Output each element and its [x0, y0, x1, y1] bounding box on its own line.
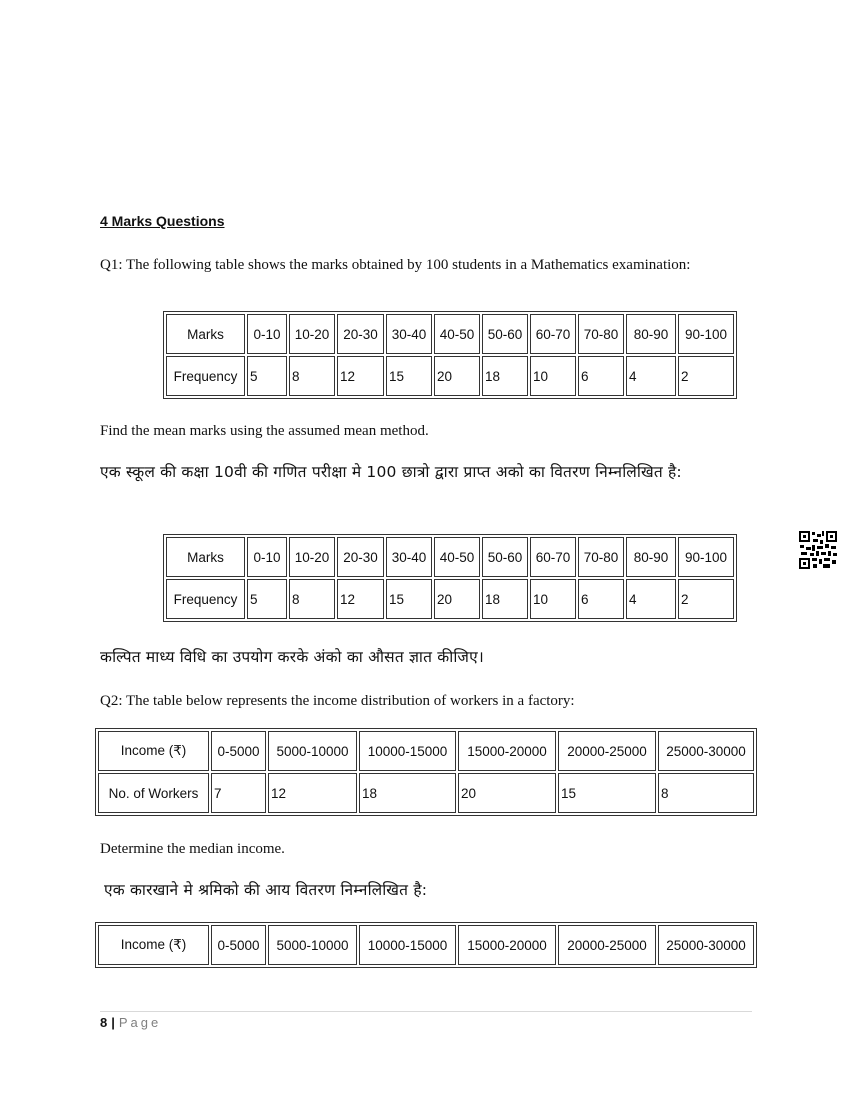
- class-interval-cell: 25000-30000: [658, 731, 754, 771]
- class-interval-cell: 80-90: [626, 537, 676, 577]
- section-heading: 4 Marks Questions: [100, 213, 225, 229]
- class-interval-cell: 10000-15000: [359, 731, 456, 771]
- class-interval-cell: 70-80: [578, 314, 624, 354]
- q2-hindi-text: एक कारखाने मे श्रमिको की आय वितरण निम्नलिखित है:: [104, 881, 428, 899]
- q1-text: Q1: The following table shows the marks obtained by 100 students in a Mathematics examination:: [100, 257, 691, 273]
- class-interval-cell: 25000-30000: [658, 925, 754, 965]
- value-cell: 12: [268, 773, 357, 813]
- value-cell: 12: [337, 579, 384, 619]
- row-label-cell: Income (₹): [98, 731, 209, 771]
- table-header-row: [166, 537, 734, 577]
- class-interval-cell: 30-40: [386, 314, 432, 354]
- q1-hindi-instruction: कल्पित माध्य विधि का उपयोग करके अंको का औसत ज्ञात कीजिए।: [100, 648, 484, 666]
- class-interval-cell: 20000-25000: [558, 731, 656, 771]
- class-interval-cell: 90-100: [678, 537, 734, 577]
- value-cell: 15: [386, 356, 432, 396]
- class-interval-cell: 50-60: [482, 537, 528, 577]
- table-header-row: [98, 731, 754, 771]
- class-interval-cell: 60-70: [530, 537, 576, 577]
- page-footer: [100, 1015, 161, 1030]
- class-interval-cell: 20000-25000: [558, 925, 656, 965]
- class-interval-cell: 10-20: [289, 537, 335, 577]
- class-interval-cell: 0-5000: [211, 925, 266, 965]
- class-interval-cell: 5000-10000: [268, 925, 357, 965]
- footer-divider: [100, 1011, 752, 1012]
- class-interval-cell: 0-10: [247, 314, 287, 354]
- class-interval-cell: 5000-10000: [268, 731, 357, 771]
- row-label-cell: Frequency: [166, 356, 245, 396]
- value-cell: 18: [359, 773, 456, 813]
- value-cell: 2: [678, 356, 734, 396]
- value-cell: 7: [211, 773, 266, 813]
- row-label-cell: Marks: [166, 537, 245, 577]
- table-header-row: [166, 314, 734, 354]
- value-cell: 20: [434, 356, 480, 396]
- row-label-cell: Income (₹): [98, 925, 209, 965]
- value-cell: 2: [678, 579, 734, 619]
- value-cell: 10: [530, 579, 576, 619]
- row-label-cell: Marks: [166, 314, 245, 354]
- value-cell: 20: [434, 579, 480, 619]
- value-cell: 6: [578, 356, 624, 396]
- page-label: Page: [118, 1015, 162, 1030]
- class-interval-cell: 40-50: [434, 537, 480, 577]
- value-cell: 5: [247, 579, 287, 619]
- table-header-row: [98, 925, 754, 965]
- value-cell: 20: [458, 773, 556, 813]
- value-cell: 4: [626, 579, 676, 619]
- table-row: [166, 356, 734, 396]
- q1-hindi-text: एक स्कूल की कक्षा 10वी की गणित परीक्षा मे 100 छात्रो द्वारा प्राप्त अको का वितरण निम्नलिखित है:: [100, 463, 682, 481]
- class-interval-cell: 20-30: [337, 314, 384, 354]
- value-cell: 6: [578, 579, 624, 619]
- footer-separator: |: [111, 1015, 115, 1030]
- value-cell: 10: [530, 356, 576, 396]
- row-label-cell: No. of Workers: [98, 773, 209, 813]
- value-cell: 15: [558, 773, 656, 813]
- class-interval-cell: 10-20: [289, 314, 335, 354]
- value-cell: 15: [386, 579, 432, 619]
- class-interval-cell: 0-10: [247, 537, 287, 577]
- table-row: [166, 579, 734, 619]
- q2-income-table-hindi: [95, 922, 757, 968]
- value-cell: 4: [626, 356, 676, 396]
- value-cell: 8: [289, 579, 335, 619]
- value-cell: 18: [482, 356, 528, 396]
- qr-code-icon: [798, 530, 838, 570]
- q2-instruction: Determine the median income.: [100, 841, 285, 857]
- q2-text: Q2: The table below represents the income distribution of workers in a factory:: [100, 693, 575, 709]
- page-number: 8: [100, 1015, 108, 1030]
- value-cell: 8: [658, 773, 754, 813]
- q1-marks-table: [163, 311, 737, 399]
- value-cell: 8: [289, 356, 335, 396]
- q1-instruction: Find the mean marks using the assumed mean method.: [100, 423, 429, 439]
- q1-marks-table-hindi: [163, 534, 737, 622]
- class-interval-cell: 20-30: [337, 537, 384, 577]
- value-cell: 5: [247, 356, 287, 396]
- class-interval-cell: 10000-15000: [359, 925, 456, 965]
- value-cell: 18: [482, 579, 528, 619]
- class-interval-cell: 90-100: [678, 314, 734, 354]
- class-interval-cell: 40-50: [434, 314, 480, 354]
- row-label-cell: Frequency: [166, 579, 245, 619]
- class-interval-cell: 15000-20000: [458, 731, 556, 771]
- class-interval-cell: 30-40: [386, 537, 432, 577]
- q2-income-table: [95, 728, 757, 816]
- value-cell: 12: [337, 356, 384, 396]
- class-interval-cell: 70-80: [578, 537, 624, 577]
- table-row: [98, 773, 754, 813]
- class-interval-cell: 15000-20000: [458, 925, 556, 965]
- class-interval-cell: 80-90: [626, 314, 676, 354]
- class-interval-cell: 60-70: [530, 314, 576, 354]
- class-interval-cell: 0-5000: [211, 731, 266, 771]
- class-interval-cell: 50-60: [482, 314, 528, 354]
